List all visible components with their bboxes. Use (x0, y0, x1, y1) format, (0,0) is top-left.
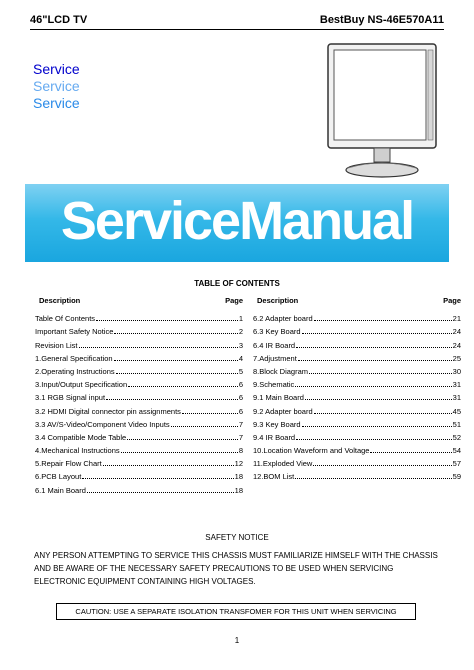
toc-entry (35, 363, 243, 376)
toc-entry-title: Important Safety Notice (35, 327, 114, 337)
toc-entry (253, 310, 461, 323)
toc-entry-page: 51 (452, 419, 461, 429)
toc-leader-dots (309, 373, 452, 374)
toc-entry (253, 429, 461, 442)
toc-entry-title: 12.BOM List (253, 472, 295, 482)
toc-leader-dots (116, 373, 238, 374)
toc-leader-dots (298, 360, 452, 361)
toc-entry-title: 6.4 IR Board (253, 340, 296, 350)
caution-box: CAUTION: USE A SEPARATE ISOLATION TRANSFOMER FOR THIS UNIT WHEN SERVICING (56, 603, 416, 620)
toc-entry-title: 6.PCB Layout (35, 472, 82, 482)
toc-entry-title: 3.2 HDMI Digital connector pin assignments (35, 406, 181, 416)
toc-entry-page: 8 (238, 446, 243, 456)
page-label: Page (443, 296, 461, 305)
toc-entry (35, 468, 243, 481)
toc-leader-dots (313, 465, 451, 466)
toc-column-header (253, 296, 461, 310)
toc-entry-page: 31 (452, 380, 461, 390)
toc-entry-page: 21 (452, 314, 461, 324)
model-type: 46"LCD TV (30, 14, 88, 26)
model-number: BestBuy NS-46E570A11 (319, 14, 444, 26)
toc-entry-page: 12 (234, 459, 243, 469)
toc-entry (253, 468, 461, 481)
toc-entry-title: 9.4 IR Board (253, 432, 296, 442)
toc-leader-dots (114, 333, 237, 334)
toc-entry-page: 7 (238, 419, 243, 429)
toc-leader-dots (302, 333, 452, 334)
toc-entry (253, 323, 461, 336)
toc-leader-dots (314, 413, 452, 414)
toc-leader-dots (370, 452, 451, 453)
toc-leader-dots (171, 426, 238, 427)
safety-notice-title: SAFETY NOTICE (205, 533, 269, 542)
toc-entry (253, 336, 461, 349)
toc-entry-page: 3 (238, 340, 243, 350)
toc-entry-title: 3.3 AV/S-Video/Component Video Inputs (35, 419, 170, 429)
toc-entry-page: 6 (238, 393, 243, 403)
toc-entry (35, 429, 243, 442)
toc-entry (253, 363, 461, 376)
toc-column-left (35, 296, 243, 495)
toc-entry-title: 6.1 Main Board (35, 485, 86, 495)
toc-column-header (35, 296, 243, 310)
toc-leader-dots (302, 426, 452, 427)
toc-entry-title: 2.Operating Instructions (35, 366, 115, 376)
toc-entry-title: 6.2 Adapter board (253, 314, 313, 324)
toc-entry-page: 59 (452, 472, 461, 482)
toc-entry-page: 6 (238, 380, 243, 390)
toc-leader-dots (79, 347, 238, 348)
toc-entry-title: 8.Block Diagram (253, 366, 309, 376)
toc-entry-title: 9.3 Key Board (253, 419, 301, 429)
toc-entry (253, 416, 461, 429)
toc-entry (253, 350, 461, 363)
toc-leader-dots (296, 347, 452, 348)
toc-entry (35, 442, 243, 455)
toc-column-right (253, 296, 461, 481)
toc-leader-dots (87, 492, 234, 493)
toc-entry (253, 389, 461, 402)
toc-leader-dots (295, 386, 451, 387)
toc-entry-page: 25 (452, 353, 461, 363)
toc-entry-title: 10.Location Waveform and Voltage (253, 446, 370, 456)
toc-entry-title: 9.2 Adapter board (253, 406, 313, 416)
toc-leader-dots (121, 452, 238, 453)
toc-leader-dots (96, 320, 238, 321)
description-label: Description (257, 296, 299, 305)
safety-notice-body (34, 549, 454, 588)
toc-entry (35, 336, 243, 349)
toc-entry-title: 7.Adjustment (253, 353, 297, 363)
toc-entry-page: 57 (452, 459, 461, 469)
toc-entry-page: 52 (452, 432, 461, 442)
toc-leader-dots (127, 439, 238, 440)
service-manual-banner (25, 184, 449, 262)
toc-entry (35, 481, 243, 494)
service-label-3: Service (33, 95, 80, 111)
toc-leader-dots (82, 478, 233, 479)
toc-leader-dots (182, 413, 238, 414)
toc-entry-title: 3.Input/Output Specification (35, 380, 128, 390)
toc-entry-title: Revision List (35, 340, 78, 350)
toc-entry-page: 24 (452, 340, 461, 350)
toc-entry (35, 402, 243, 415)
toc-entry-page: 54 (452, 446, 461, 456)
page-header (30, 14, 444, 30)
toc-leader-dots (103, 465, 234, 466)
toc-entry-title: 6.3 Key Board (253, 327, 301, 337)
service-label-2: Service (33, 78, 80, 94)
lcd-tv-illustration (322, 40, 442, 190)
toc-entry-title: 3.1 RGB Signal input (35, 393, 106, 403)
toc-entry-page: 45 (452, 406, 461, 416)
safety-line: ELECTRONIC EQUIPMENT CONTAINING HIGH VOLTAGES. (34, 577, 256, 586)
toc-entry (253, 376, 461, 389)
toc-entry-page: 4 (238, 353, 243, 363)
toc-entry-title: Table Of Contents (35, 314, 96, 324)
toc-entry-title: 3.4 Compatible Mode Table (35, 432, 127, 442)
toc-entry-title: 1.General Specification (35, 353, 113, 363)
toc-entry (35, 376, 243, 389)
toc-entry-title: 9.Schematic (253, 380, 295, 390)
toc-entry (35, 455, 243, 468)
toc-leader-dots (114, 360, 238, 361)
toc-entry-title: 11.Exploded View (253, 459, 313, 469)
toc-entry (253, 442, 461, 455)
description-label: Description (39, 296, 81, 305)
toc-entry-title: 5.Repair Flow Chart (35, 459, 102, 469)
header-rule (30, 29, 444, 30)
toc-entry-page: 30 (452, 366, 461, 376)
toc-title: TABLE OF CONTENTS (194, 279, 280, 288)
toc-entry-title: 9.1 Main Board (253, 393, 304, 403)
banner-title: ServiceManual (60, 191, 414, 251)
toc-leader-dots (296, 439, 452, 440)
toc-leader-dots (305, 399, 452, 400)
toc-leader-dots (295, 478, 451, 479)
toc-entry-page: 7 (238, 432, 243, 442)
toc-entry-page: 1 (238, 314, 243, 324)
toc-entry-page: 31 (452, 393, 461, 403)
toc-entry-page: 2 (238, 327, 243, 337)
toc-leader-dots (106, 399, 238, 400)
safety-line: AND BE AWARE OF THE NECESSARY SAFETY PRECAUTIONS TO BE USED WHEN SERVICING (34, 564, 394, 573)
toc-entry-page: 6 (238, 406, 243, 416)
toc-leader-dots (128, 386, 238, 387)
toc-entry-page: 24 (452, 327, 461, 337)
toc-entry-page: 18 (234, 472, 243, 482)
toc-entry (253, 455, 461, 468)
page-label: Page (225, 296, 243, 305)
toc-entry (35, 323, 243, 336)
toc-entry (35, 416, 243, 429)
toc-entry (35, 310, 243, 323)
toc-entry-title: 4.Mechanical Instructions (35, 446, 120, 456)
service-label-1: Service (33, 61, 80, 77)
toc-entry (253, 402, 461, 415)
page-number: 1 (234, 636, 240, 645)
toc-entry (35, 389, 243, 402)
toc-entry-page: 5 (238, 366, 243, 376)
toc-entry (35, 350, 243, 363)
toc-entry-page: 18 (234, 485, 243, 495)
safety-line: ANY PERSON ATTEMPTING TO SERVICE THIS CHASSIS MUST FAMILIARIZE HIMSELF WITH THE CHASSIS (34, 551, 438, 560)
toc-leader-dots (314, 320, 452, 321)
